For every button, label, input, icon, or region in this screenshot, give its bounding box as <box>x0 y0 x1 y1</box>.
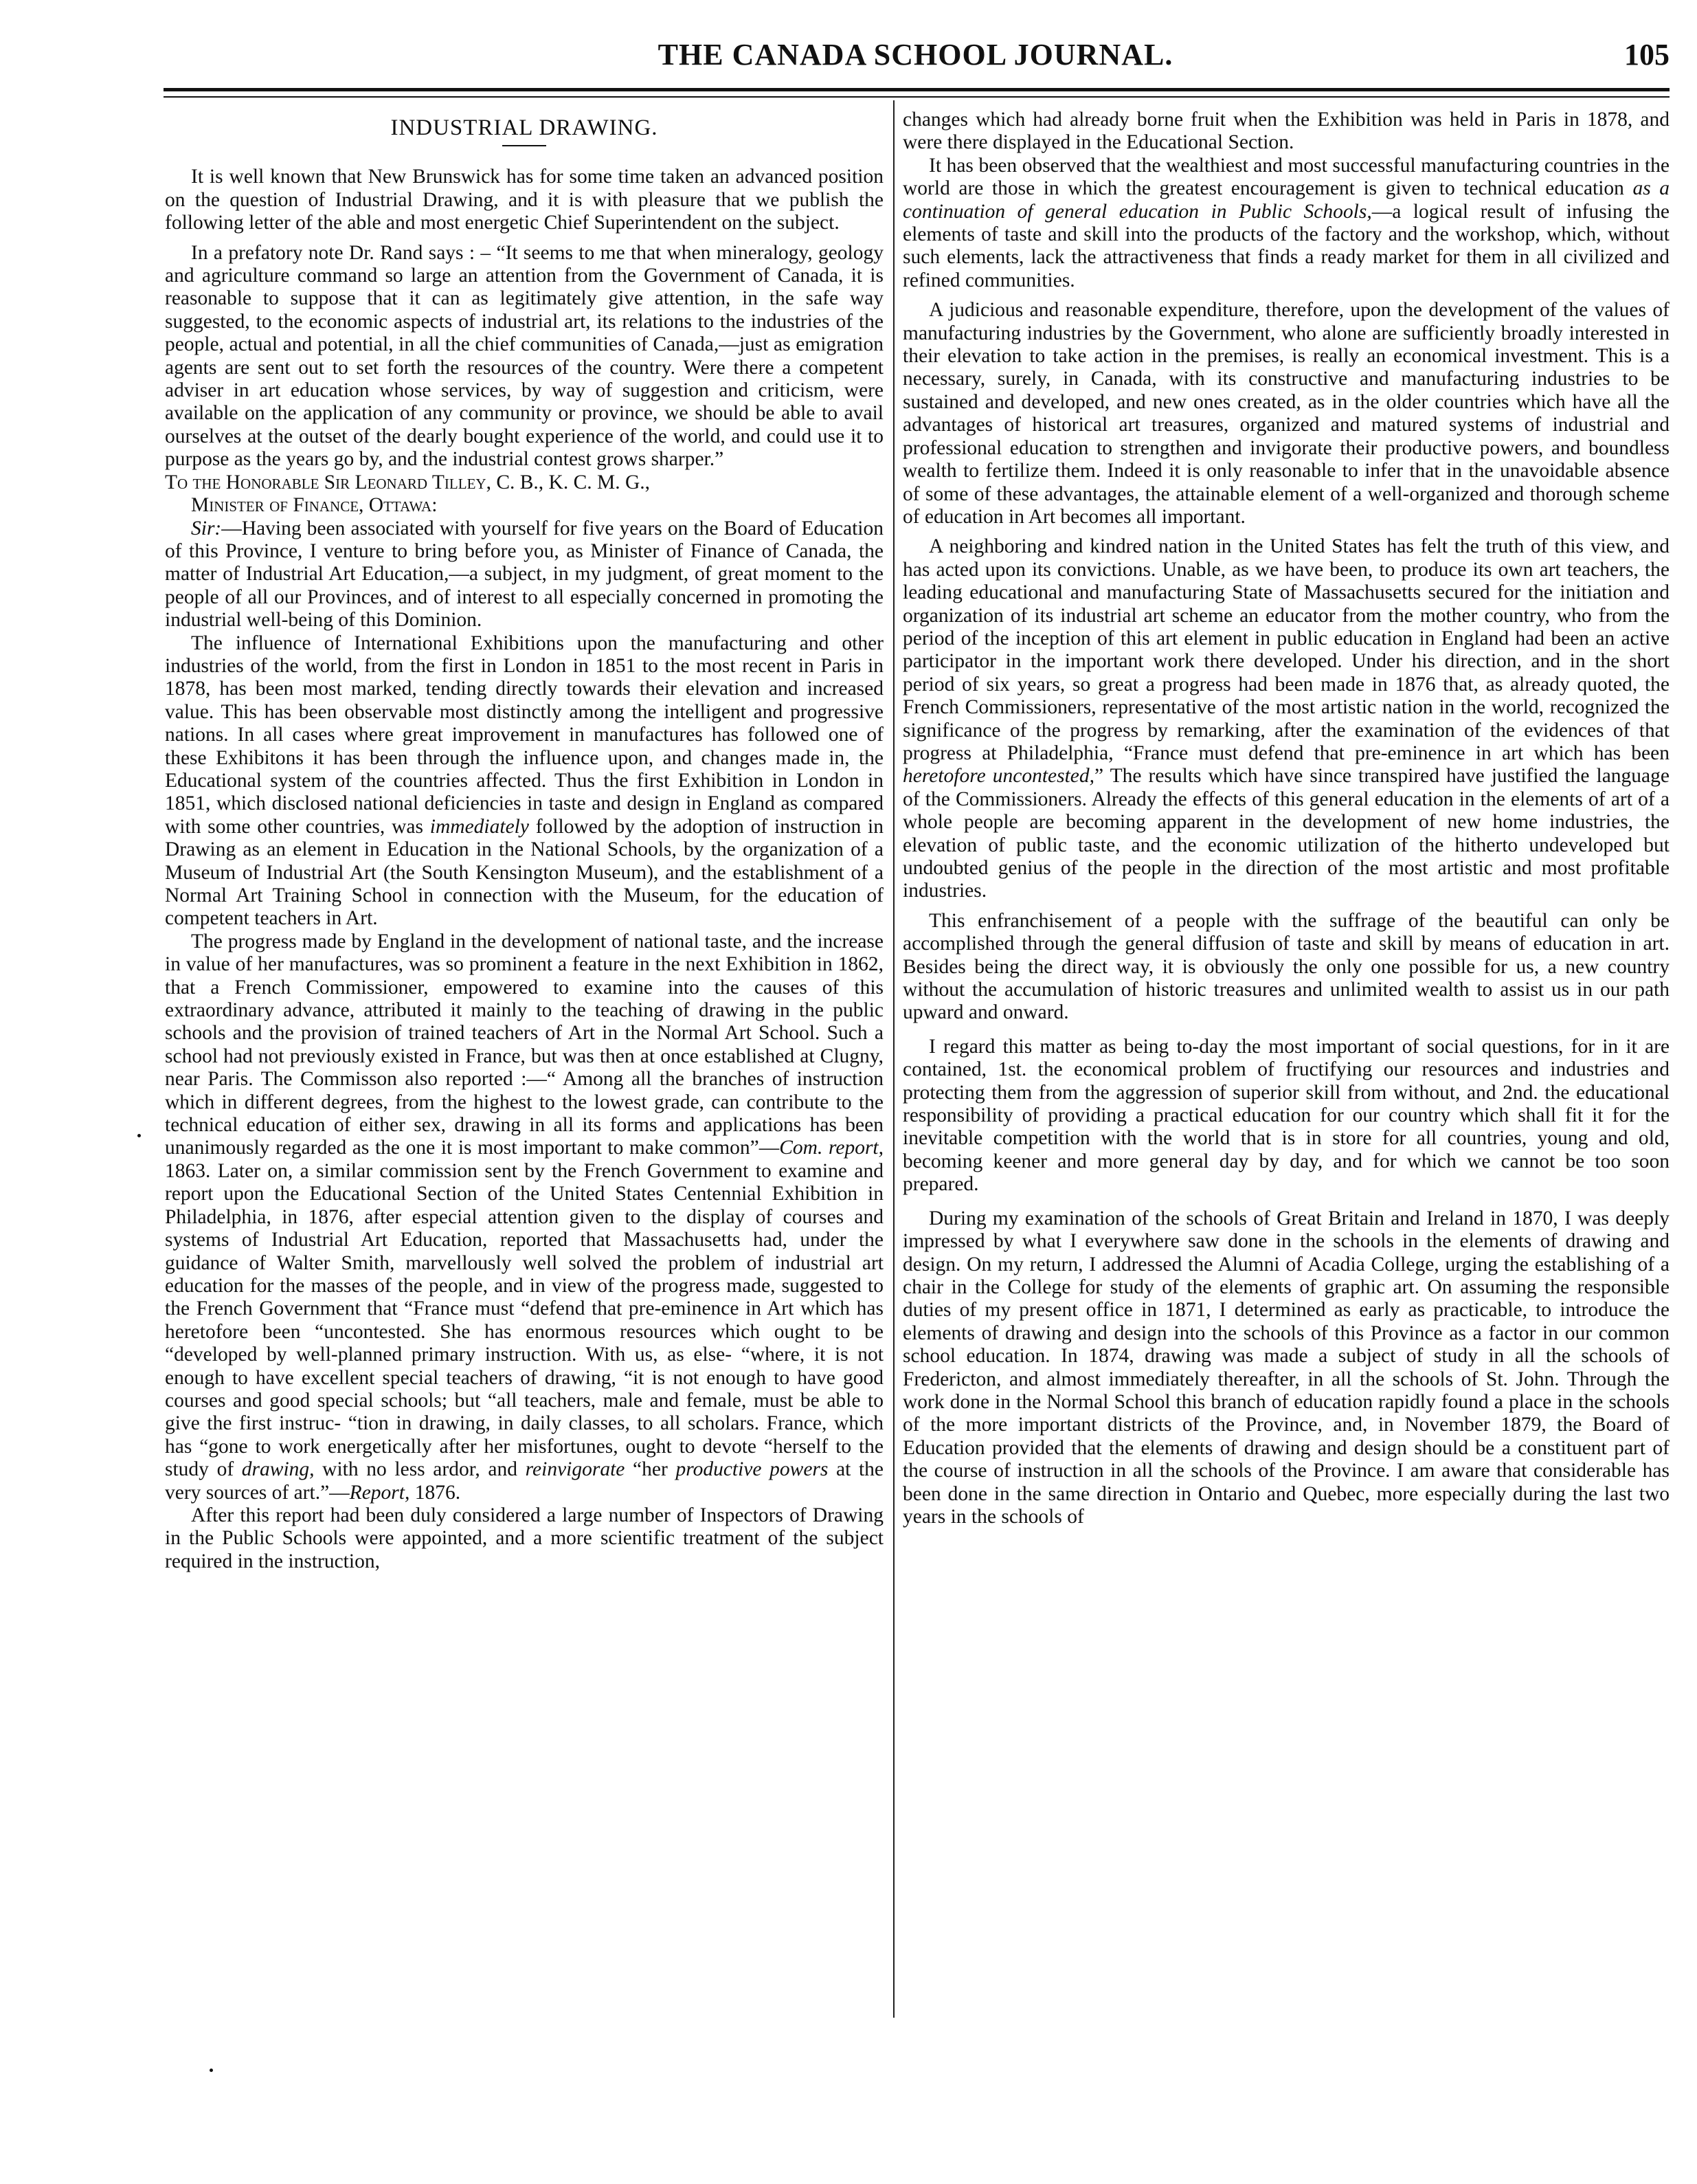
neighboring-emphasis: heretofore uncontested, <box>903 765 1095 788</box>
address-title-line <box>165 494 884 517</box>
exhibitions-text-1: The influence of International Exhibitions upon the manufacturing and other industries of the world, from the first in London in 1851 to the most recent in Paris in 1878, has been most marked, tending directly towards their elevation and increased value. This has been observable most distinctly among the intelligent and progressive nations. In all cases where great improvement in manufactures has followed one of these Exhibitons it has been through the influence upon, and changes made in, the Educational system of the countries affected. Thus the first Exhibition in London in 1851, which disclosed national deficiencies in taste and design in England as compared with some other countries, was <box>165 632 884 838</box>
address-recipient: To the Honorable Sir Leonard Tilley, C. B., K. C. M. G., <box>165 471 651 493</box>
progress-emphasis-1: drawing, <box>241 1458 315 1481</box>
social-questions-paragraph: I regard this matter as being to-day the most important of social questions, for in it are contained, 1st. the economical problem of fructifying our resources and industries and protecting them from the aggression of superior skill from without, and 2nd. the educational responsibility of providing a practical education for our country which shall fit it for the inevitable competition with the world that is in store for all countries, young and old, becoming keener and more general day by day, and for which we cannot be too soon prepared. <box>903 1035 1670 1196</box>
neighboring-nation-paragraph <box>903 535 1670 903</box>
wealthiest-text-1: It has been observed that the wealthiest and most successful manufacturing countries in the world are those in which the greatest encouragement is given to technical education <box>903 154 1670 200</box>
running-header <box>161 33 1670 81</box>
expenditure-paragraph: A judicious and reasonable expenditure, therefore, upon the development of the values of manufacturing industries by the Government, who alone are sufficiently broadly interested in their elevation to take action in the premises, is really an economical investment. This is a necessary, surely, in Canada, with its constructive and manufacturing industries to be sustained and developed, and new ones created, as in the older countries which have all the advantages of historical art treasures, organized and matured systems of industrial and professional education to strengthen and invigorate their productive powers, and boundless wealth to fertilize them. Indeed it is only reasonable to infer that in the unavoidable absence of some of these advantages, the attainable element of a well-organized and thorough scheme of education in Art becomes all important. <box>903 299 1670 528</box>
neighboring-text-1: A neighboring and kindred nation in the United States has felt the truth of this view, and has acted upon its convictions. Unable, as we have been, to produce its own art teachers, the leading educational and manufacturing State of Massachusetts secured for the initiation and organization of its industrial art scheme an educator from the mother country, who from the period of the inception of this art element in public education in England had been an active participator in the important work there developed. Under his direction, and in the short period of six years, so great a progress had been made in 1876 that, as already quoted, the French Commissioners, representative of the most artistic nation in the world, recognized the significance of the progress by remarking, after the examination of the evidences of that progress at Philadelphia, “France must defend that pre-eminence in art which has been <box>903 535 1670 764</box>
print-speck <box>210 2069 213 2072</box>
header-rule-thick <box>164 88 1670 91</box>
column-divider <box>893 100 895 2018</box>
print-speck <box>137 1134 141 1137</box>
progress-text-6: 1876. <box>409 1481 461 1504</box>
progress-citation-2: Report, <box>349 1481 410 1504</box>
inspectors-paragraph: After this report had been duly considered a large number of Inspectors of Drawing in the Public Schools were appointed, and a more scientific treatment of the subject required in the instruction, <box>165 1504 884 1572</box>
exhibitions-emphasis: immediately <box>429 815 529 838</box>
journal-title: THE CANADA SCHOOL JOURNAL. <box>658 38 1173 71</box>
progress-citation-1: Com. report, <box>779 1137 884 1159</box>
neighboring-text-2: ” The results which have since transpired have justified the language of the Commissioners. Already the effects of this general education in the elements of art of a whole people are becoming apparent in the development of new home industries, the elevation of public taste, and the economic utilization of the hitherto undeveloped but undoubted genius of the people in the direction of the most artistic and most profitable industries. <box>903 765 1670 902</box>
wealthiest-emphasis: as a continuation of general education in Public Schools, <box>903 177 1670 223</box>
examination-paragraph: During my examination of the schools of Great Britain and Ireland in 1870, I was deeply impressed by what I everywhere saw done in the schools in the elements of drawing and design. On my return, I addressed the Alumni of Acadia College, urging the establishing of a chair in the College for study of the elements of graphic art. On assuming the responsible duties of my present office in 1871, I determined as early as practicable, to introduce the elements of drawing and design into the schools of this Province as a factor in our common school education. In 1874, drawing was made a subject of study in all the schools of Fredericton, and almost immediately thereafter, in all the schools of St. John. Through the work done in the Normal School this branch of education rapidly found a place in the schools of the more important districts of the Province, and, in November 1879, the Board of Education provided that the elements of drawing and design should be a constituent part of the course of instruction in all the schools of the Province. I am aware that considerable has been done in the same direction in Ontario and Quebec, more especially during the last two years in the schools of <box>903 1207 1670 1528</box>
salutation-paragraph-text: —Having been associated with yourself for five years on the Board of Education of this Province, I venture to bring before you, as Minister of Finance of Canada, the matter of Industrial Art Education,—a subject, in my judgment, of great moment to the people of all our Provinces, and of interest to all especially concerned in promoting the industrial well-being of this Dominion. <box>165 517 884 632</box>
enfranchisement-paragraph: This enfranchisement of a people with the suffrage of the beautiful can only be accomplished through the general diffusion of taste and skill by means of education in art. Besides being the direct way, it is obviously the only one possible for us, a new country without the accumulation of historic treasures and unlimited wealth to assist us in our path upward and onward. <box>903 909 1670 1024</box>
page-number: 105 <box>1624 38 1670 71</box>
wealthiest-text-2: —a logical result of infusing the elements of taste and skill into the products of the factory and the workshop, which, without such elements, lack the attractiveness that finds a ready market for them in all civilized and refined communities. <box>903 200 1670 291</box>
progress-emphasis-3: productive powers <box>675 1458 829 1481</box>
left-column <box>165 110 884 1573</box>
exhibitions-paragraph <box>165 632 884 931</box>
article-heading: INDUSTRIAL DRAWING. <box>390 115 658 140</box>
progress-text-5: at the very sources of art.”— <box>165 1458 884 1504</box>
progress-emphasis-2: reinvigorate <box>525 1458 625 1481</box>
progress-paragraph <box>165 931 884 1504</box>
header-rule-thin <box>164 96 1670 98</box>
exhibitions-text-2: followed by the adoption of instruction in Drawing as an element in Education in the National Schools, by the organization of a Museum of Industrial Art (the South Kensington Museum), and the establishment of a Normal Art Training School in connection with the Museum, for the education of competent teachers in Art. <box>165 815 884 930</box>
right-column <box>903 109 1670 1528</box>
progress-text-3: with no less ardor, and <box>314 1458 526 1481</box>
salutation: Sir: <box>191 517 222 539</box>
intro-paragraph: It is well known that New Brunswick has for some time taken an advanced position on the question of Industrial Drawing, and it is with pleasure that we publish the following letter of the able and most energetic Chief Superintendent on the subject. <box>165 166 884 234</box>
progress-text-1: The progress made by England in the development of national taste, and the increase in value of her manufactures, was so prominent a feature in the next Exhibition in 1862, that a French Commissioner, empowered to examine into the causes of this extraordinary advance, attributed it mainly to the teaching of drawing in the public schools and the provision of trained teachers of Art in the Normal Art School. Such a school had not previously existed in France, but was then at once established at Clugny, near Paris. The Commisson also reported :—“ Among all the branches of instruction which in different degrees, from the highest to the lowest grade, can contribute to the technical education of either sex, drawing in all its forms and applications has been unanimously regarded as the one it is most important to make common”— <box>165 930 884 1159</box>
prefatory-note-paragraph: In a prefatory note Dr. Rand says : – “It seems to me that when mineralogy, geology and agriculture command so large an attention from the Government of Canada, it is reasonable to suppose that it can as legitimately give attention, in the safe way suggested, to the economic aspects of industrial art, its relations to the industries of the people, actual and potential, in all the chief communities of Canada,—just as emigration agents are sent out to set forth the resources of the country. Were there a competent adviser in art education whose services, by way of suggestion and criticism, were available on the application of any community or province, we should be able to avail ourselves at the outset of the dearly bought experience of the world, and could use it to purpose as the years go by, and the industrial contest grows sharper.” <box>165 241 884 471</box>
progress-text-2: 1863. Later on, a similar commission sent by the French Government to examine and report upon the Educational Section of the United States Centennial Exhibition in Philadelphia, in 1876, after especial attention given to the display of courses and systems of Industrial Art Education, reported that Massachusetts had, under the guidance of Walter Smith, marvellously well solved the problem of industrial art education for the masses of the people, and in view of the progress made, suggested to the French Government that “France must “defend that pre-eminence in Art which has heretofore been “uncontested. She has enormous resources which ought to be “developed by well-planned primary instruction. With us, as else- “where, it is not enough to have excellent special teachers of drawing, “it is not enough to have good courses and good special schools; but “all teachers, male and female, must be able to give the first instruc- “tion in drawing, in daily classes, to all scholars. France, which has “gone to work energetically after her misfortunes, ought to devote “herself to the study of <box>165 1159 884 1481</box>
address-line <box>165 471 884 494</box>
salutation-paragraph <box>165 517 884 632</box>
continuation-paragraph: changes which had already borne fruit when the Exhibition was held in Paris in 1878, and were there displayed in the Educational Section. <box>903 109 1670 154</box>
progress-text-4: “her <box>625 1458 676 1481</box>
heading-rule <box>502 145 546 146</box>
wealthiest-countries-paragraph <box>903 155 1670 292</box>
address-title: Minister of Finance, Ottawa: <box>191 494 438 517</box>
